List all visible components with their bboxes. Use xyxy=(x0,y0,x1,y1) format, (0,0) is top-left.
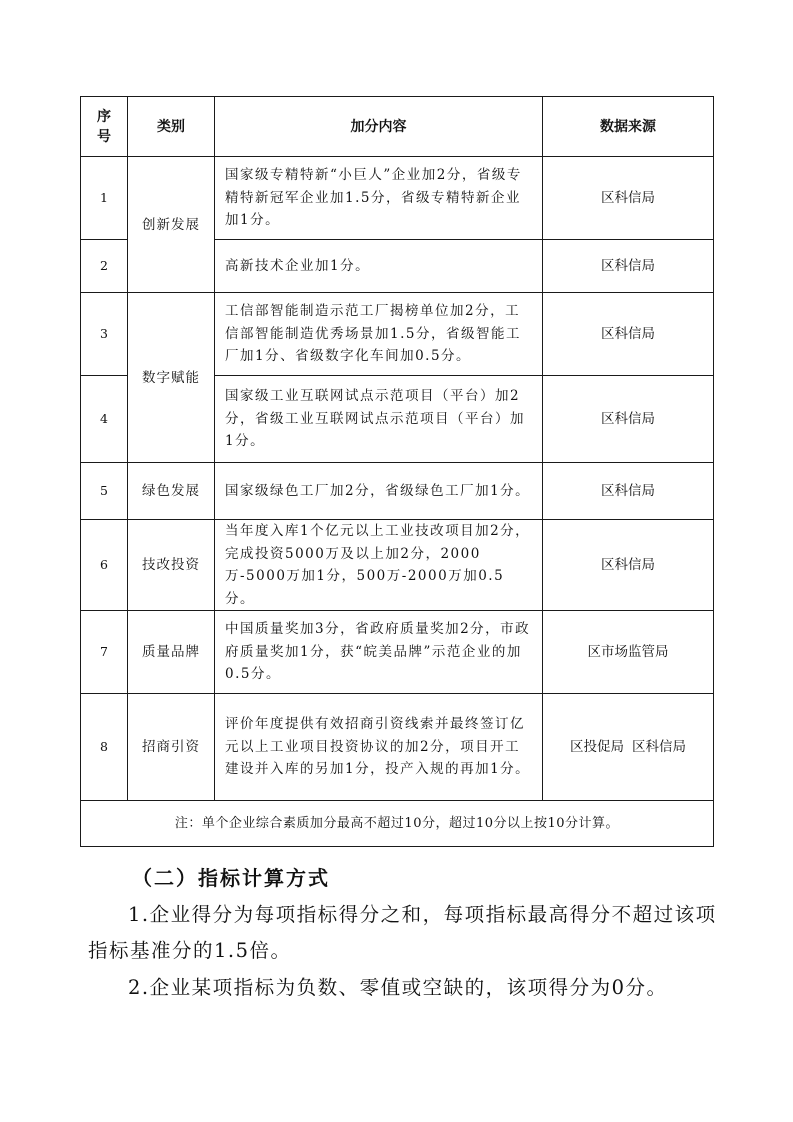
header-source: 数据来源 xyxy=(543,97,714,157)
source-label: 区科信局 xyxy=(632,739,686,755)
row-content: 中国质量奖加3分，省政府质量奖加2分，市政府质量奖加1分，获“皖美品牌”示范企业的加0.5分。 xyxy=(215,611,543,694)
paragraph-text: 1.企业得分为每项指标得分之和，每项指标最高得分不超过该项指标基准分的1.5倍。 xyxy=(88,903,717,962)
row-source xyxy=(543,520,714,611)
table-row xyxy=(81,463,714,520)
row-content: 工信部智能制造示范工厂揭榜单位加2分，工信部智能制造优秀场景加1.5分，省级智能工厂加1分、省级数字化车间加0.5分。 xyxy=(215,293,543,376)
row-source xyxy=(543,293,714,376)
table-row xyxy=(81,611,714,694)
table-row xyxy=(81,694,714,801)
row-content: 国家级专精特新“小巨人”企业加2分，省级专精特新冠军企业加1.5分，省级专精特新企业加1分。 xyxy=(215,157,543,240)
row-content: 国家级工业互联网试点示范项目（平台）加2分，省级工业互联网试点示范项目（平台）加1分。 xyxy=(215,376,543,463)
paragraph-1 xyxy=(88,897,728,969)
row-no: 7 xyxy=(81,611,128,694)
source-label: 区科信局 xyxy=(601,483,655,499)
table-note: 注：单个企业综合素质加分最高不超过10分，超过10分以上按10分计算。 xyxy=(81,801,714,847)
row-source xyxy=(543,376,714,463)
source-label: 区科信局 xyxy=(601,258,655,274)
paragraph-2 xyxy=(88,970,728,1006)
table-row xyxy=(81,293,714,376)
row-content: 评价年度提供有效招商引资线索并最终签订亿元以上工业项目投资协议的加2分，项目开工建设并入库的另加1分，投产入规的再加1分。 xyxy=(215,694,543,801)
row-source xyxy=(543,611,714,694)
row-content: 高新技术企业加1分。 xyxy=(215,240,543,293)
row-no: 3 xyxy=(81,293,128,376)
row-source xyxy=(543,463,714,520)
row-category: 创新发展 xyxy=(128,157,215,293)
row-content: 国家级绿色工厂加2分，省级绿色工厂加1分。 xyxy=(215,463,543,520)
table-row xyxy=(81,520,714,611)
row-no: 4 xyxy=(81,376,128,463)
source-label: 区科信局 xyxy=(601,326,655,342)
row-no: 5 xyxy=(81,463,128,520)
row-content: 当年度入库1个亿元以上工业技改项目加2分，完成投资5000万及以上加2分，2000万-5000万加1分，500万-2000万加0.5分。 xyxy=(215,520,543,611)
row-no: 2 xyxy=(81,240,128,293)
bonus-score-table xyxy=(80,96,714,847)
source-label: 区科信局 xyxy=(601,411,655,427)
row-source xyxy=(543,240,714,293)
source-label: 区投促局 xyxy=(570,739,624,755)
row-category: 数字赋能 xyxy=(128,293,215,463)
row-no: 6 xyxy=(81,520,128,611)
row-category: 招商引资 xyxy=(128,694,215,801)
row-no: 1 xyxy=(81,157,128,240)
table-note-row xyxy=(81,801,714,847)
table-row xyxy=(81,157,714,240)
header-no: 序 号 xyxy=(81,97,128,157)
row-source xyxy=(543,157,714,240)
row-source xyxy=(543,694,714,801)
row-category: 技改投资 xyxy=(128,520,215,611)
row-category: 质量品牌 xyxy=(128,611,215,694)
source-label: 区科信局 xyxy=(601,557,655,573)
source-label: 区科信局 xyxy=(601,190,655,206)
paragraph-text: 2.企业某项指标为负数、零值或空缺的，该项得分为0分。 xyxy=(128,976,668,999)
header-content: 加分内容 xyxy=(215,97,543,157)
header-category: 类别 xyxy=(128,97,215,157)
row-no: 8 xyxy=(81,694,128,801)
source-label: 区市场监管局 xyxy=(587,644,669,660)
row-category: 绿色发展 xyxy=(128,463,215,520)
section-heading: （二）指标计算方式 xyxy=(132,866,330,890)
